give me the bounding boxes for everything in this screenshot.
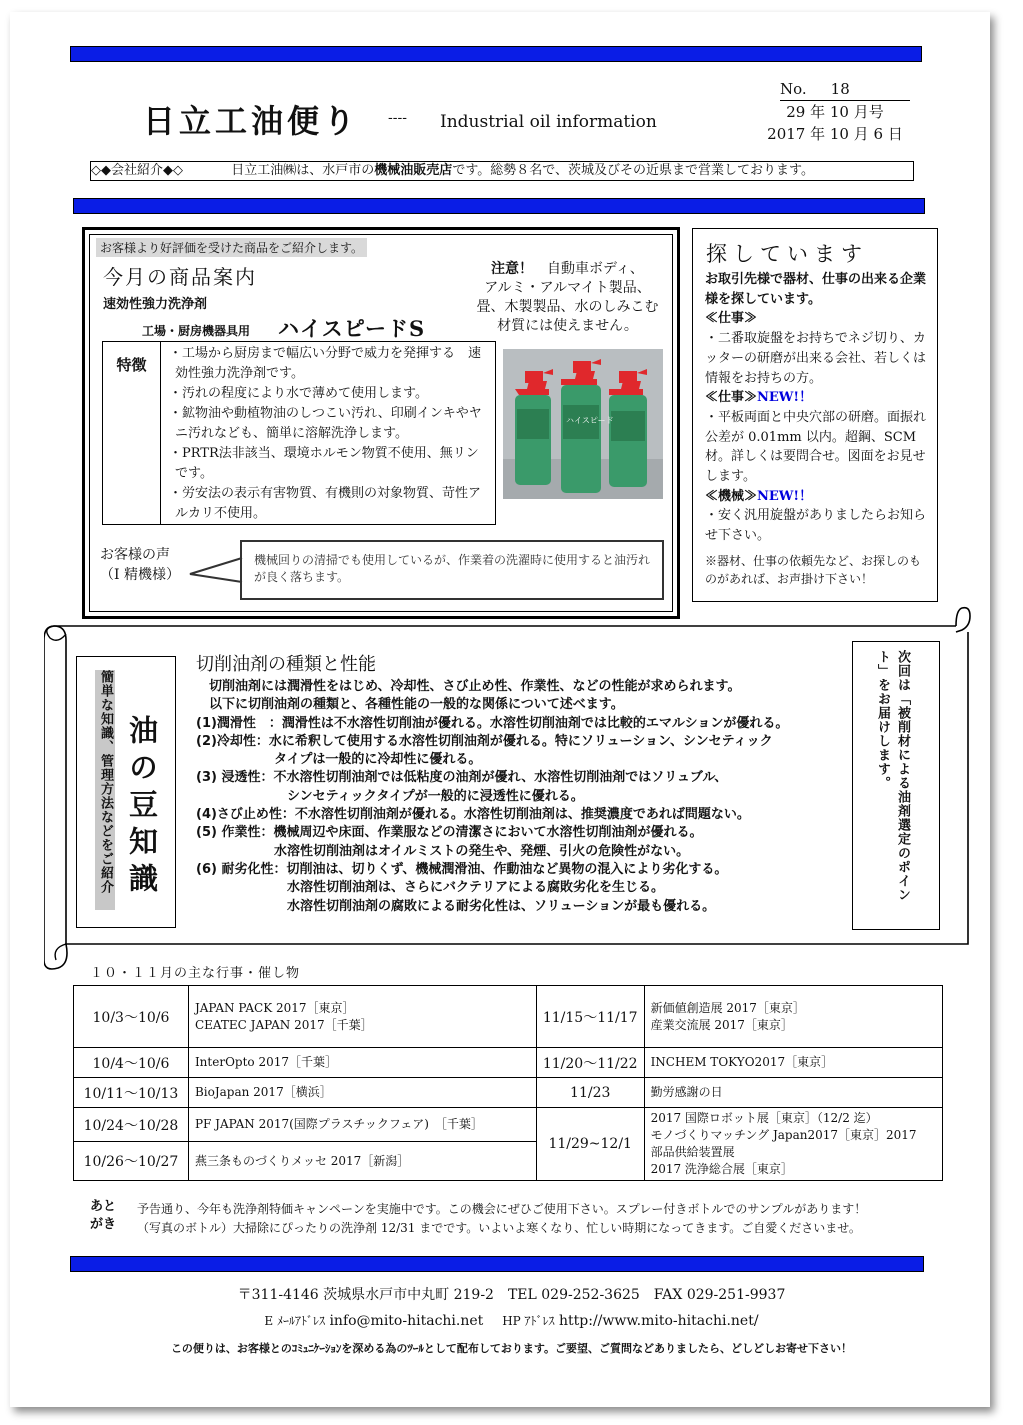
knowledge-line: (2)冷却性：水に希釈して使用する水溶性切削油剤が優れる。特にソリューション、シンセティック: [196, 733, 773, 749]
event-name: InterOpto 2017［千葉］: [188, 1048, 536, 1078]
top-blue-bar: [70, 46, 922, 62]
knowledge-title: 切削油剤の種類と性能: [196, 654, 376, 675]
hp-label: HP ｱﾄﾞﾚｽ: [502, 1314, 555, 1328]
afterword-text: 予告通り、今年も洗浄剤特価キャンペーンを実施中です。この機会にぜひご使用下さい。スプレー付きボトルでのサンプルがあります！ （写真のボトル）大掃除にぴったりの洗浄剤 12/31 までです。いよいよ寒くなり、忙しい時期になってきます。ご自愛くださいませ。: [137, 1202, 867, 1235]
knowledge-line: (6) 耐劣化性：切削油は、切りくず、機械潤滑油、作動油など異物の混入により劣化する。: [196, 861, 728, 877]
job2-label: ≪仕事≫NEW!！: [705, 390, 813, 406]
contact-web: [0, 1308, 1023, 1334]
event-date: 10/3～10/6: [74, 986, 189, 1048]
product-section-title: 今月の商品案内: [103, 265, 257, 289]
knowledge-side-sub: 簡単な知識、管理方法などをご紹介: [95, 670, 115, 910]
events-title: １０・１１月の主な行事・催し物: [90, 966, 301, 981]
event-name: 2017 国際ロボット展［東京］（12/2 迄） モノづくりマッチング Japan2017［東京］2017 部品供給装置展 2017 洗浄総合展［東京］: [644, 1108, 942, 1181]
contact-block: [0, 1282, 1023, 1334]
machine-text: ・安く汎用旋盤がありましたらお知らせ下さい。: [705, 508, 927, 544]
event-date: 10/26～10/27: [74, 1142, 189, 1181]
event-name: BioJapan 2017［横浜］: [188, 1078, 536, 1108]
event-date: 10/4～10/6: [74, 1048, 189, 1078]
email-label: E ﾒｰﾙｱﾄﾞﾚｽ: [264, 1314, 325, 1328]
intro-text-before: 日立工油㈱は、水戸市の: [231, 163, 375, 178]
email-link[interactable]: info@mito-hitachi.net: [329, 1313, 484, 1329]
knowledge-line: (3) 浸透性：不水溶性切削油剤では低粘度の油剤が優れ、水溶性切削油剤ではソリュブル、: [196, 770, 728, 786]
issue-month: 29 年 10 月号: [786, 103, 884, 121]
event-name: 勤労感謝の日: [644, 1078, 942, 1108]
feature-item: ・工場から厨房まで幅広い分野で威力を発揮する 速効性強力洗浄剤です。: [169, 346, 482, 381]
feature-label: 特徴: [103, 342, 161, 524]
product-photo: [503, 349, 663, 499]
event-name: JAPAN PACK 2017［東京］ CEATEC JAPAN 2017［千葉］: [188, 986, 536, 1048]
customer-voice-label: お客様の声 （I 精機様）: [100, 547, 180, 583]
job1-text: ・二番取旋盤をお持ちでネジ切り、カッターの研磨が出来る会社、若しくは情報をお持ちの方。: [705, 331, 927, 386]
events-table: [73, 985, 943, 1181]
intro-text-bold: 機械油販売店: [374, 163, 453, 178]
job1-label: ≪仕事≫: [705, 311, 758, 327]
event-name: 燕三条ものづくりメッセ 2017［新潟］: [188, 1142, 536, 1181]
next-issue-text: 次回は「被削材による油剤選定のポイント」をお届けします。: [875, 650, 910, 902]
intro-text-after: です。総勢８名で、茨城及びその近県まで営業しております。: [452, 163, 814, 178]
feature-item: ・汚れの程度により水で薄めて使用します。: [169, 386, 428, 401]
knowledge-line: (1)潤滑性 ：潤滑性は不水溶性切削油が優れる。水溶性切削油剤では比較的エマルションが優れる。: [196, 715, 789, 731]
knowledge-line: 水溶性切削油剤は、さらにバクテリアによる腐敗劣化を生じる。: [196, 880, 665, 896]
company-intro: [90, 161, 914, 181]
feature-table: [102, 341, 496, 525]
table-row: [74, 1048, 943, 1078]
product-tag: お客様より好評価を受けた商品をご紹介します。: [96, 238, 367, 257]
product-category: 工場・厨房機器具用: [142, 324, 251, 338]
event-name: INCHEM TOKYO2017［東京］: [644, 1048, 942, 1078]
knowledge-line: 水溶性切削油剤の腐敗による耐劣化性は、ソリューションが最も優れる。: [196, 898, 716, 914]
event-name: PF JAPAN 2017(国際プラスチックフェア) ［千葉］: [188, 1108, 536, 1142]
feature-list: [169, 344, 489, 524]
caution-label: 注意！: [491, 261, 534, 277]
intro-label: ◇◆会社紹介◆◇: [91, 163, 183, 178]
product-type: 速効性強力洗浄剤: [103, 297, 208, 312]
speech-pointer-icon: [188, 556, 244, 586]
search-note: ※器材、仕事の依頼先など、お探しのものがあれば、お声掛け下さい！: [705, 553, 922, 586]
job2-text: ・平板両面と中央穴部の研磨。面振れ公差が 0.01mm 以内。超鋼、SCM 材。詳しくは要問合せ。図面をお見せします。: [705, 409, 927, 485]
afterword-label: あとがき: [89, 1199, 116, 1232]
search-intro: お取引先様で器材、仕事の出来る企業様を探しています。: [705, 272, 927, 307]
feature-item: ・労安法の表示有害物質、有機則の対象物質、苛性アルカリ不使用。: [169, 486, 482, 521]
website-link[interactable]: http://www.mito-hitachi.net/: [559, 1313, 759, 1329]
event-date: 10/11～10/13: [74, 1078, 189, 1108]
knowledge-line: 以下に切削油剤の種類と、各種性能の一般的な関係について述べます。: [196, 697, 624, 713]
search-body: [705, 270, 931, 588]
issue-info: [760, 78, 910, 145]
knowledge-line: 切削油剤には潤滑性をはじめ、冷却性、さび止め性、作業性、などの性能が求められます。: [196, 679, 741, 694]
bottom-blue-bar: [70, 1256, 924, 1272]
search-heading: 探しています: [706, 242, 868, 266]
table-row: [74, 1108, 943, 1142]
caution-note: 注意！ 自動車ボディ、 アルミ・アルマイト製品、 畳、木製製品、水のしみこむ 材質には使えません。: [476, 261, 659, 334]
bottle-label: ハイスピード: [566, 416, 614, 425]
issue-date: 2017 年 10 月 6 日: [767, 125, 903, 143]
knowledge-side-title: 油の豆知識: [125, 715, 159, 900]
title-dash: ----: [388, 110, 407, 126]
event-date: 11/29~12/1: [536, 1108, 644, 1181]
knowledge-line: 水溶性切削油剤はオイルミストの発生や、発煙、引火の危険性がない。: [196, 843, 690, 859]
new-badge: NEW!！: [757, 488, 813, 504]
knowledge-body: [196, 678, 846, 916]
table-row: [74, 986, 943, 1048]
spray-bottles-icon: [503, 349, 663, 499]
newsletter-title: 日立工油便り: [143, 102, 360, 140]
footer-note: この便りは、お客様とのｺﾐｭﾆｹｰｼｮﾝを深める為のﾂｰﾙとして配布しております。ご要望、ご質問などありましたら、どしどしお寄せ下さい！: [170, 1342, 853, 1355]
event-name: 新価値創造展 2017［東京］ 産業交流展 2017［東京］: [644, 986, 942, 1048]
event-date: 11/15～11/17: [536, 986, 644, 1048]
event-date: 11/23: [536, 1078, 644, 1108]
product-name: ハイスピードS: [278, 316, 426, 341]
knowledge-line: タイプは一般的に冷却性に優れる。: [196, 752, 482, 768]
customer-voice-bubble: 機械回りの清掃でも使用しているが、作業着の洗濯時に使用すると油汚れが良く落ちます。: [240, 540, 664, 600]
knowledge-line: (4)さび止め性：不水溶性切削油剤が優れる。水溶性切削油剤は、推奨濃度であれば問題ない。: [196, 807, 750, 823]
knowledge-line: シンセティックタイプが一般的に浸透性に優れる。: [196, 788, 584, 804]
second-blue-bar: [73, 198, 925, 214]
table-row: [74, 1078, 943, 1108]
contact-address: 〒311-4146 茨城県水戸市中丸町 219-2 TEL 029-252-3625 FAX 029-251-9937: [237, 1287, 786, 1303]
machine-label: ≪機械≫NEW!！: [705, 488, 813, 504]
issue-number: No. 18: [780, 78, 910, 101]
knowledge-line: (5) 作業性：機械周辺や床面、作業服などの清潔さにおいて水溶性切削油剤が優れる。: [196, 825, 703, 841]
new-badge: NEW!！: [757, 390, 813, 406]
event-date: 11/20～11/22: [536, 1048, 644, 1078]
event-date: 10/24～10/28: [74, 1108, 189, 1142]
feature-item: ・鉱物油や動植物油のしつこい汚れ、印刷インキやヤニ汚れなども、簡単に溶解洗浄します。: [169, 406, 482, 441]
newsletter-subtitle: Industrial oil information: [440, 112, 657, 132]
feature-item: ・PRTR法非該当、環境ホルモン物質不使用、無リンです。: [169, 446, 479, 481]
